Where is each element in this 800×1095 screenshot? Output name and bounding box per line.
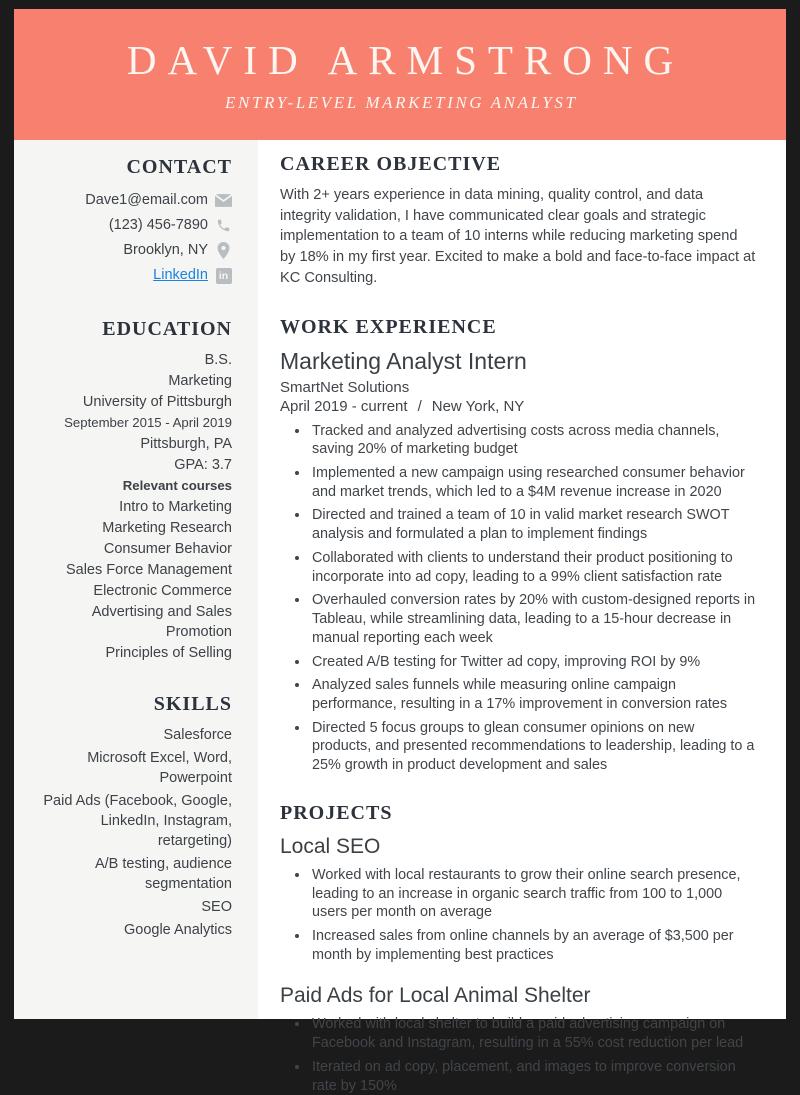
job-bullet: • Analyzed sales funnels while measuring online campaign performance, resulting in a 17% improvement in conversion rates [310, 676, 756, 713]
job-bullet: • Created A/B testing for Twitter ad copy, improving ROI by 9% [310, 653, 756, 672]
job-dates: April 2019 - current [280, 397, 408, 415]
job-bullet-list [280, 422, 756, 775]
career-objective-heading: CAREER OBJECTIVE [280, 153, 502, 175]
mail-icon [215, 192, 232, 209]
project-title: Local SEO [280, 834, 381, 858]
skill-item: A/B testing, audience segmentation [94, 856, 232, 892]
education-line: September 2015 - April 2019 [64, 415, 232, 430]
contact-row-phone [30, 213, 232, 238]
project-bullet: • Increased sales from online channels by an average of $3,500 per month by implementing best practices [310, 927, 756, 964]
education-line: Advertising and Sales Promotion [91, 604, 232, 640]
work-experience-heading: WORK EXPERIENCE [280, 315, 497, 338]
project-paid-ads [280, 984, 756, 1095]
contact-row-email [30, 188, 232, 213]
skill-item: SEO [201, 899, 232, 915]
education-line: Pittsburgh, PA [140, 436, 232, 452]
sidebar [14, 140, 258, 1019]
skill-item: Google Analytics [123, 922, 232, 938]
candidate-title: ENTRY-LEVEL MARKETING ANALYST [225, 93, 578, 112]
project-bullet: • Worked with local restaurants to grow their online search presence, leading to an increase in organic search traffic from 100 to 1,000 users per month on average [310, 866, 756, 922]
education-heading: EDUCATION [102, 318, 232, 340]
skills-list [30, 725, 232, 940]
projects-section [280, 802, 756, 1095]
job-meta-separator: / [417, 397, 422, 415]
job-bullet: • Directed 5 focus groups to glean consumer opinions on new products, and presented recommendations to leadership, leading to a 25% growth in product development and sales [310, 719, 756, 775]
education-line: GPA: 3.7 [174, 457, 232, 473]
job-location: New York, NY [431, 397, 525, 415]
skill-item: Microsoft Excel, Word, Powerpoint [87, 750, 232, 786]
project-bullet-list [280, 866, 756, 965]
career-objective-section [280, 153, 756, 289]
contact-row-location [30, 238, 232, 263]
work-experience-section [280, 316, 756, 775]
education-line: Principles of Selling [105, 645, 232, 661]
skills-section [30, 693, 232, 940]
header-banner [14, 9, 786, 140]
education-section [30, 318, 232, 663]
education-line: Marketing Research [102, 520, 232, 536]
contact-heading: CONTACT [126, 156, 232, 178]
linkedin-link[interactable]: LinkedIn [153, 267, 208, 283]
contact-section [30, 156, 232, 288]
projects-heading: PROJECTS [280, 801, 393, 824]
project-bullet-list [280, 1015, 756, 1095]
education-line: Marketing [168, 373, 232, 389]
education-line: B.S. [204, 352, 232, 368]
career-objective-text: With 2+ years experience in data mining, quality control, and data integrity validation, I have communicated clear goals and strategic implementation to a team of 10 interns while reducing marketing spend by 18% in my first year. Excited to make a bold and face-to-face impact at KC Consulting. [280, 187, 756, 286]
skills-heading: SKILLS [153, 693, 232, 715]
email-value: Dave1@email.com [85, 192, 208, 208]
education-line: Sales Force Management [65, 562, 232, 578]
project-title: Paid Ads for Local Animal Shelter [280, 984, 591, 1008]
skill-item: Salesforce [163, 727, 232, 743]
resume-page [14, 9, 786, 1094]
phone-value: (123) 456-7890 [108, 217, 208, 233]
job-bullet: • Overhauled conversion rates by 20% with custom-designed reports in Tableau, while streamlining data, leading to a 15-hour decrease in manual reporting each week [310, 591, 756, 647]
linkedin-icon[interactable]: in [215, 267, 232, 284]
education-line: Relevant courses [122, 478, 232, 493]
job-bullet: • Tracked and analyzed advertising costs across media channels, saving 20% of marketing budget [310, 422, 756, 459]
location-value: Brooklyn, NY [123, 242, 208, 258]
job-meta [280, 398, 756, 415]
job-title: Marketing Analyst Intern [280, 347, 527, 374]
candidate-name: DAVID ARMSTRONG [126, 37, 685, 83]
education-line: Electronic Commerce [93, 583, 232, 599]
job-company: SmartNet Solutions [280, 378, 410, 396]
job-bullet: • Implemented a new campaign using researched consumer behavior and market trends, which led to a $4M revenue increase in 2020 [310, 464, 756, 501]
education-list [30, 350, 232, 663]
job-bullet: • Directed and trained a team of 10 in valid market research SWOT analysis and formulated a plan to implement findings [310, 506, 756, 543]
education-line: Intro to Marketing [119, 499, 232, 515]
education-line: Consumer Behavior [103, 541, 232, 557]
location-pin-icon [215, 242, 232, 259]
skill-item: Paid Ads (Facebook, Google, LinkedIn, Instagram, retargeting) [43, 793, 232, 849]
project-bullet: • Iterated on ad copy, placement, and images to improve conversion rate by 150% [310, 1058, 756, 1095]
main-column [258, 140, 786, 1094]
project-bullet: • Worked with local shelter to build a paid advertising campaign on Facebook and Instagram, resulting in a 55% cost reduction per lead [310, 1015, 756, 1052]
contact-row-linkedin [30, 263, 232, 288]
job-bullet: • Collaborated with clients to understand their product positioning to incorporate into ad copy, leading to a 99% client satisfaction rate [310, 549, 756, 586]
education-line: University of Pittsburgh [82, 394, 232, 410]
project-local-seo [280, 835, 756, 965]
phone-icon [215, 217, 232, 234]
